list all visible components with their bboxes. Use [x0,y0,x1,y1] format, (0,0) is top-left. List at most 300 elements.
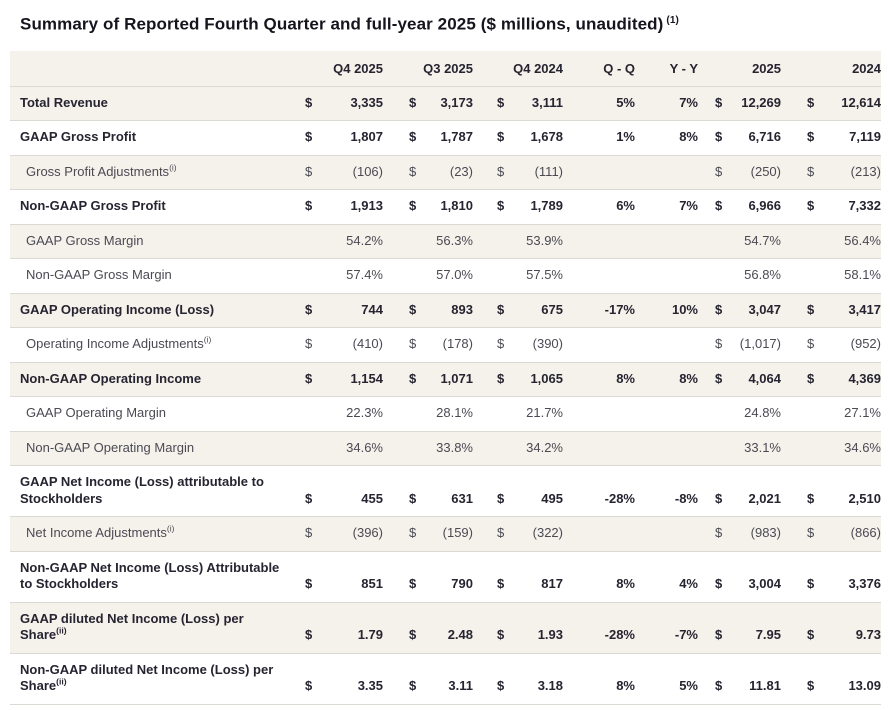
cell-fy-2024 [781,259,881,294]
cell-q4-2025 [295,328,383,363]
cell-value: 3,047 [748,301,781,317]
cell-q3-2025 [383,328,473,363]
cell-q3-2025 [383,155,473,190]
table-row [10,466,881,517]
cell-q3-2025 [383,431,473,466]
currency-symbol: $ [305,576,313,592]
cell-q-q-change: 8% [616,576,635,592]
cell-value: 6,966 [748,198,781,214]
cell-q4-2025 [295,224,383,259]
cell-value: (250) [750,163,781,179]
table-row [10,190,881,225]
cell-value: 56.3% [436,232,473,248]
currency-symbol: $ [409,336,417,352]
row-footnote-marker: (i) [203,334,212,345]
cell-fy-2025 [698,602,781,653]
cell-fy-2024 [781,466,881,517]
cell-value: 3,004 [748,576,781,592]
row-footnote-marker: (i) [166,523,175,534]
cell-value: 54.2% [346,232,383,248]
table-row [10,362,881,397]
row-label [10,328,295,363]
cell-fy-2024 [781,224,881,259]
cell-fy-2024 [781,328,881,363]
currency-symbol: $ [497,490,505,506]
cell-value: (396) [352,525,383,541]
cell-value: 9.73 [855,627,881,643]
cell-value: 7,119 [849,129,881,145]
currency-symbol: $ [497,370,505,386]
table-row [10,328,881,363]
cell-value: 1.79 [357,627,383,643]
cell-fy-2025 [698,86,781,121]
cell-y-y-change [635,155,698,190]
cell-y-y-change: 8% [679,129,698,145]
cell-y-y-change: 4% [679,576,698,592]
cell-q3-2025 [383,121,473,156]
cell-value: 13.09 [848,678,881,694]
cell-q4-2025 [295,397,383,432]
cell-q4-2025 [295,602,383,653]
cell-q4-2024 [473,602,563,653]
cell-q4-2024 [473,362,563,397]
cell-y-y-change [635,328,698,363]
cell-q-q-change: -17% [604,301,635,317]
row-label [10,362,295,397]
row-label-text: Non-GAAP Operating Income [20,370,202,386]
cell-value: 4,064 [748,370,781,386]
cell-fy-2025 [698,190,781,225]
cell-value: 3,335 [350,94,383,110]
table-row [10,155,881,190]
cell-fy-2025 [698,551,781,602]
cell-q4-2024 [473,551,563,602]
table-row [10,293,881,328]
table-row [10,431,881,466]
cell-q-q-change: -28% [604,627,635,643]
currency-symbol: $ [715,94,723,110]
currency-symbol: $ [409,525,417,541]
cell-q4-2025 [295,653,383,704]
currency-symbol: $ [807,490,815,506]
cell-value: 2.48 [447,627,473,643]
currency-symbol: $ [497,627,505,643]
cell-value: 21.7% [526,405,563,421]
cell-value: 790 [451,576,473,592]
row-label [10,224,295,259]
cell-value: 12,269 [741,94,781,110]
cell-value: 1,913 [350,198,383,214]
currency-symbol: $ [305,370,313,386]
table-header-row [10,51,881,87]
currency-symbol: $ [497,336,505,352]
cell-fy-2025 [698,466,781,517]
cell-q4-2024 [473,190,563,225]
row-label-text: Non-GAAP Net Income (Loss) Attributable to Stockholders [20,559,280,592]
cell-q-q-change [563,155,635,190]
currency-symbol: $ [715,163,723,179]
header-fy-2024: 2024 [781,51,881,87]
table-row [10,551,881,602]
cell-q3-2025 [383,293,473,328]
row-label [10,653,295,704]
row-footnote-marker: (ii) [56,676,67,687]
page-title [20,9,891,37]
cell-value: 1,787 [440,129,473,145]
cell-fy-2025 [698,362,781,397]
cell-y-y-change [635,397,698,432]
cell-fy-2024 [781,86,881,121]
cell-fy-2025 [698,259,781,294]
cell-fy-2025 [698,224,781,259]
cell-value: 56.4% [844,232,881,248]
cell-value: 817 [541,576,563,592]
cell-value: 2,021 [748,490,781,506]
row-label [10,293,295,328]
cell-q4-2025 [295,362,383,397]
currency-symbol: $ [807,198,815,214]
currency-symbol: $ [409,94,417,110]
cell-value: 1,807 [350,129,383,145]
cell-q-q-change: 1% [616,129,635,145]
row-label-text: Non-GAAP diluted Net Income (Loss) per Share [20,661,274,694]
cell-value: 1,154 [350,370,383,386]
cell-value: 57.5% [526,267,563,283]
cell-value: 57.0% [436,267,473,283]
currency-symbol: $ [715,370,723,386]
cell-q-q-change: 8% [616,370,635,386]
currency-symbol: $ [497,576,505,592]
row-label-text: Net Income Adjustments [26,525,167,541]
cell-value: 28.1% [436,405,473,421]
cell-value: 3,111 [531,94,563,110]
row-label [10,431,295,466]
cell-q3-2025 [383,653,473,704]
header-q4-2024: Q4 2024 [473,51,563,87]
cell-q4-2024 [473,328,563,363]
cell-q3-2025 [383,517,473,552]
row-label-text: GAAP diluted Net Income (Loss) per Share [20,610,244,643]
row-label-text: Total Revenue [20,94,108,110]
cell-q4-2024 [473,431,563,466]
cell-value: 7.95 [755,627,781,643]
row-label [10,602,295,653]
currency-symbol: $ [409,370,417,386]
table-row [10,602,881,653]
cell-q4-2024 [473,155,563,190]
cell-y-y-change: 7% [679,198,698,214]
financial-summary-table [10,51,881,705]
currency-symbol: $ [409,490,417,506]
currency-symbol: $ [715,336,723,352]
cell-value: 3,376 [848,576,881,592]
cell-value: 631 [451,490,473,506]
cell-value: (1,017) [739,336,781,352]
cell-y-y-change: 7% [679,94,698,110]
cell-value: (866) [850,525,881,541]
currency-symbol: $ [305,301,313,317]
cell-value: (410) [352,336,383,352]
cell-fy-2024 [781,155,881,190]
row-footnote-marker: (ii) [56,625,67,636]
cell-value: (178) [442,336,473,352]
cell-q3-2025 [383,362,473,397]
cell-y-y-change [635,431,698,466]
cell-q4-2024 [473,517,563,552]
currency-symbol: $ [715,525,723,541]
cell-value: 3.18 [537,678,563,694]
header-q3-2025: Q3 2025 [383,51,473,87]
cell-fy-2025 [698,431,781,466]
currency-symbol: $ [497,198,505,214]
currency-symbol: $ [715,198,723,214]
currency-symbol: $ [305,627,313,643]
currency-symbol: $ [715,627,723,643]
currency-symbol: $ [807,94,815,110]
cell-value: 33.8% [436,439,473,455]
cell-q4-2024 [473,293,563,328]
row-label-text: GAAP Operating Margin [26,405,166,421]
cell-value: 34.6% [346,439,383,455]
cell-fy-2025 [698,293,781,328]
page-title-text: Summary of Reported Fourth Quarter and full-year 2025 ($ millions, unaudited) [20,14,664,34]
currency-symbol: $ [807,129,815,145]
cell-value: (159) [442,525,473,541]
cell-value: 1,810 [440,198,473,214]
currency-symbol: $ [497,129,505,145]
row-footnote-marker: (i) [169,162,177,173]
cell-q3-2025 [383,397,473,432]
currency-symbol: $ [497,301,505,317]
cell-q4-2025 [295,86,383,121]
currency-symbol: $ [497,678,505,694]
cell-value: 1,789 [530,198,563,214]
cell-y-y-change: 10% [671,301,698,317]
cell-value: 34.2% [526,439,563,455]
currency-symbol: $ [807,576,815,592]
cell-q4-2024 [473,397,563,432]
currency-symbol: $ [715,490,723,506]
cell-value: 455 [361,490,383,506]
cell-q4-2024 [473,121,563,156]
row-label-text: Gross Profit Adjustments [26,163,170,179]
cell-q4-2025 [295,466,383,517]
row-label-text: Operating Income Adjustments [26,336,204,352]
cell-value: 27.1% [844,405,881,421]
table-row [10,397,881,432]
cell-value: 1.93 [537,627,563,643]
currency-symbol: $ [409,678,417,694]
cell-fy-2025 [698,328,781,363]
row-label [10,155,295,190]
cell-q3-2025 [383,86,473,121]
currency-symbol: $ [409,627,417,643]
cell-y-y-change: -7% [674,627,698,643]
cell-value: (952) [850,336,881,352]
cell-value: 3.11 [448,678,473,694]
cell-value: 3,173 [440,94,473,110]
cell-q-q-change [563,517,635,552]
table-row [10,121,881,156]
currency-symbol: $ [497,94,505,110]
cell-value: 744 [361,301,383,317]
cell-value: 57.4% [346,267,383,283]
cell-y-y-change: -8% [674,490,698,506]
currency-symbol: $ [409,576,417,592]
cell-value: 1,071 [440,370,473,386]
row-label [10,190,295,225]
cell-y-y-change [635,517,698,552]
cell-q3-2025 [383,190,473,225]
currency-symbol: $ [807,370,815,386]
cell-value: 4,369 [848,370,881,386]
cell-value: (390) [532,336,563,352]
cell-fy-2024 [781,362,881,397]
cell-value: (111) [534,163,563,179]
cell-value: 33.1% [744,439,781,455]
cell-q4-2024 [473,259,563,294]
cell-value: 675 [541,301,563,317]
header-fy-2025: 2025 [698,51,781,87]
table-row [10,86,881,121]
cell-q4-2024 [473,224,563,259]
cell-value: 851 [361,576,383,592]
row-label-text: GAAP Gross Margin [26,232,144,248]
cell-value: 2,510 [848,490,881,506]
currency-symbol: $ [305,336,313,352]
cell-fy-2024 [781,551,881,602]
row-label [10,397,295,432]
cell-fy-2024 [781,602,881,653]
cell-q-q-change: 6% [616,198,635,214]
table-row [10,517,881,552]
cell-value: (983) [750,525,781,541]
cell-value: (106) [352,163,383,179]
cell-fy-2025 [698,397,781,432]
cell-q4-2025 [295,190,383,225]
currency-symbol: $ [497,525,505,541]
cell-y-y-change: 5% [679,678,698,694]
cell-q-q-change [563,397,635,432]
cell-q4-2025 [295,155,383,190]
header-metric [10,51,295,87]
cell-q3-2025 [383,224,473,259]
cell-value: 3.35 [357,678,383,694]
currency-symbol: $ [409,129,417,145]
cell-q4-2025 [295,121,383,156]
cell-value: (213) [850,163,881,179]
cell-q4-2025 [295,551,383,602]
cell-y-y-change [635,224,698,259]
cell-value: 11.81 [749,678,781,694]
row-label [10,86,295,121]
row-label [10,551,295,602]
row-label [10,517,295,552]
cell-value: 1,678 [530,129,563,145]
cell-fy-2024 [781,517,881,552]
currency-symbol: $ [305,163,313,179]
cell-y-y-change: 8% [679,370,698,386]
cell-y-y-change [635,259,698,294]
currency-symbol: $ [807,678,815,694]
cell-q-q-change [563,328,635,363]
cell-fy-2025 [698,121,781,156]
row-label-text: Non-GAAP Operating Margin [26,439,195,455]
cell-q4-2025 [295,431,383,466]
currency-symbol: $ [305,129,313,145]
cell-q4-2025 [295,259,383,294]
cell-value: 53.9% [526,232,563,248]
cell-value: 22.3% [346,405,383,421]
currency-symbol: $ [305,678,313,694]
cell-value: 6,716 [748,129,781,145]
cell-q-q-change [563,224,635,259]
cell-q-q-change: -28% [604,490,635,506]
currency-symbol: $ [715,576,723,592]
cell-value: 893 [451,301,473,317]
cell-value: 12,614 [841,94,881,110]
currency-symbol: $ [409,198,417,214]
cell-fy-2024 [781,293,881,328]
cell-q-q-change [563,259,635,294]
row-label-text: GAAP Operating Income (Loss) [20,301,215,317]
row-label [10,121,295,156]
currency-symbol: $ [715,301,723,317]
cell-fy-2024 [781,190,881,225]
cell-fy-2025 [698,653,781,704]
cell-value: 34.6% [844,439,881,455]
cell-q3-2025 [383,602,473,653]
row-label-text: GAAP Gross Profit [20,129,137,145]
cell-fy-2024 [781,397,881,432]
currency-symbol: $ [715,678,723,694]
cell-q-q-change [563,431,635,466]
cell-value: 24.8% [744,405,781,421]
row-label-text: Non-GAAP Gross Profit [20,198,166,214]
cell-value: 7,332 [848,198,881,214]
row-label [10,466,295,517]
row-label-text: GAAP Net Income (Loss) attributable to Stockholders [20,474,264,506]
currency-symbol: $ [807,627,815,643]
currency-symbol: $ [305,94,313,110]
cell-value: 56.8% [744,267,781,283]
cell-q4-2024 [473,86,563,121]
cell-fy-2025 [698,517,781,552]
cell-q4-2024 [473,466,563,517]
cell-q3-2025 [383,551,473,602]
cell-value: (23) [449,163,473,179]
cell-q-q-change: 5% [616,94,635,110]
cell-q4-2025 [295,293,383,328]
table-row [10,224,881,259]
cell-fy-2025 [698,155,781,190]
cell-q4-2024 [473,653,563,704]
cell-q3-2025 [383,259,473,294]
table-row [10,259,881,294]
title-footnote-marker: (1) [666,15,679,26]
cell-q-q-change: 8% [616,678,635,694]
cell-value: 3,417 [848,301,881,317]
cell-value: 1,065 [530,370,563,386]
currency-symbol: $ [305,490,313,506]
cell-q4-2025 [295,517,383,552]
header-q4-2025: Q4 2025 [295,51,383,87]
header-y-y: Y - Y [635,51,698,87]
currency-symbol: $ [409,301,417,317]
currency-symbol: $ [807,301,815,317]
cell-fy-2024 [781,121,881,156]
table-row [10,653,881,704]
